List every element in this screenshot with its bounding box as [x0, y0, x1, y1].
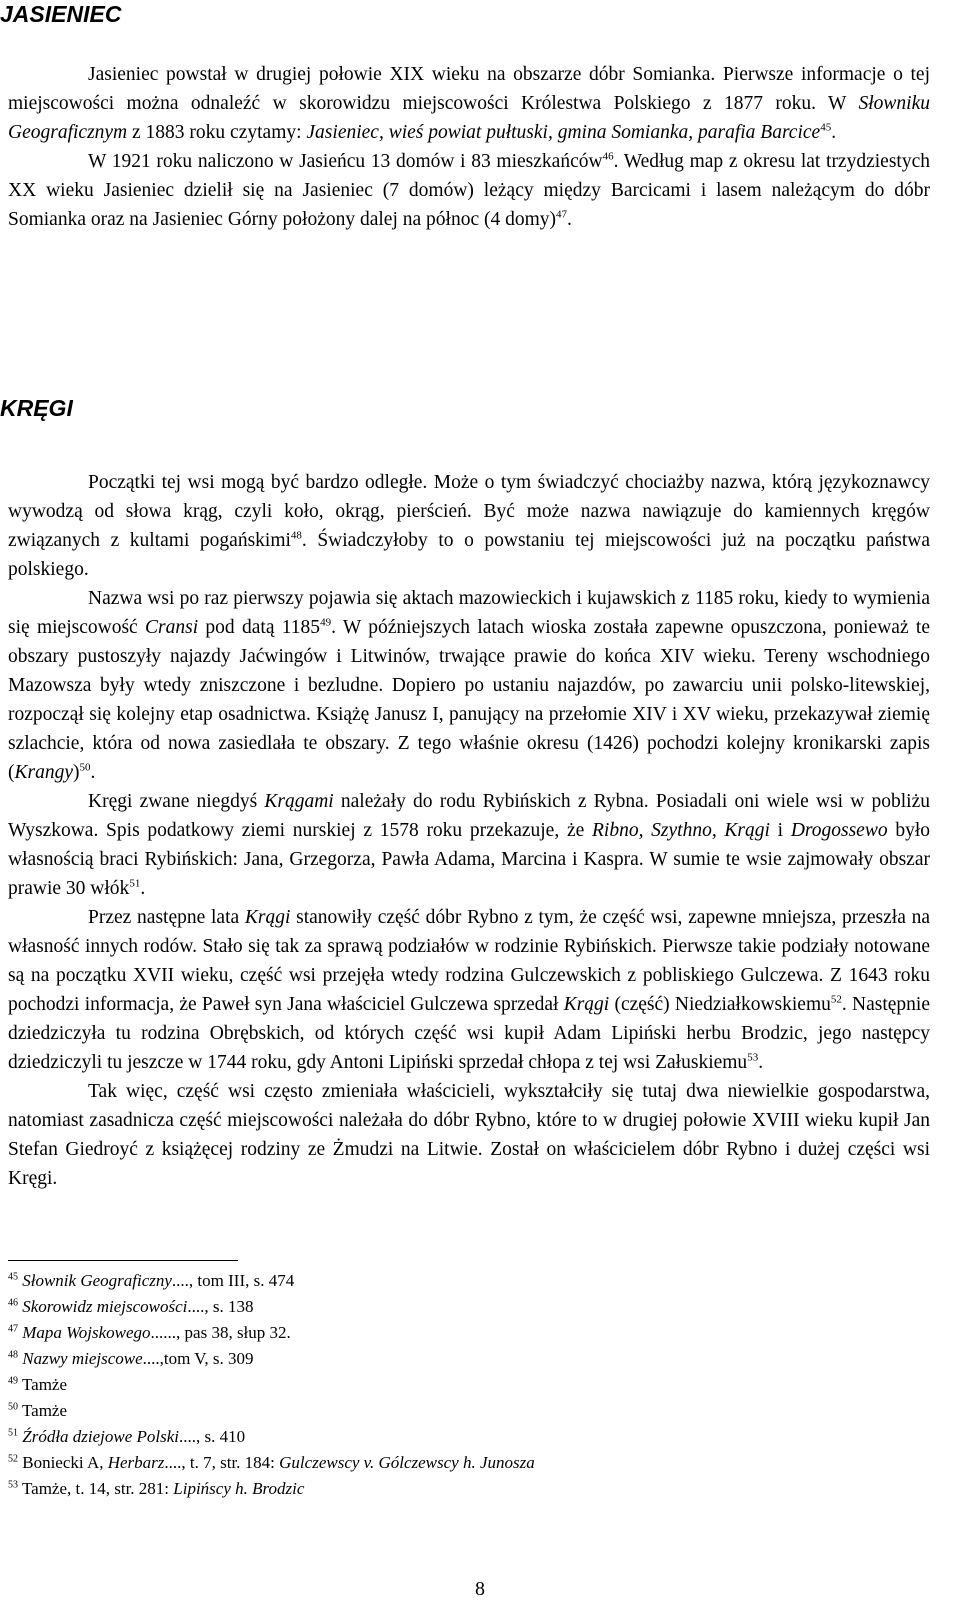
footnote-ref: 49	[320, 616, 332, 629]
footnote-ref: 50	[79, 761, 91, 774]
footnote-divider	[8, 1260, 238, 1261]
footnote-ref: 51	[129, 877, 141, 890]
footnote-ref: 45	[820, 121, 832, 134]
footnote-item: $^{49}$ Tamże	[8, 1375, 68, 1394]
footnote-item: $^{51}$ Źródła dziejowe Polski...., s. 410	[8, 1427, 246, 1446]
footnote-ref: 47	[556, 208, 568, 221]
footnote-item: $^{45}$ Słownik Geograficzny...., tom III, s. 474	[8, 1271, 295, 1290]
footnote-item: $^{47}$ Mapa Wojskowego......, pas 38, słup 32.	[8, 1323, 291, 1342]
footnote-ref: 46	[602, 150, 614, 163]
footnote-item: $^{53}$ Tamże, t. 14, str. 281: Lipińscy h. Brodzic	[8, 1479, 305, 1498]
footnote-item: $^{50}$ Tamże	[8, 1401, 68, 1420]
footnote-item: $^{52}$ Boniecki A, Herbarz...., t. 7, str. 184: Gulczewscy v. Gólczewscy h. Junosza	[8, 1453, 535, 1472]
footnote-item: $^{46}$ Skorowidz miejscowości...., s. 138	[8, 1297, 254, 1316]
kregi-paragraph-1: Początki tej wsi mogą być bardzo odległe. Może o tym świadczyć chociażby nazwa, którą językoznawcy wywodzą od słowa krąg, czyli koło, okrąg, pierścień. Być może nazwa nawiązuje do kamiennych kręgów związanych z kultami pogańskimi$^{48}$. Świadczyłoby to o powstaniu tej miejscowości już na początku państwa polskiego.	[8, 472, 930, 580]
jasieniec-text	[8, 60, 930, 234]
kregi-paragraph-5: Tak więc, część wsi często zmieniała właścicieli, wykształciły się tutaj dwa niewielkie gospodarstwa, natomiast zasadnicza część miejscowości należała do dóbr Rybno, które to w drugiej połowie XVIII wieku kupił Jan Stefan Giedroyć z książęcej rodziny ze Żmudzi na Litwie. Został on właścicielem dóbr Rybno i dużej części wsi Kręgi.	[8, 1081, 930, 1189]
kregi-paragraph-3: Kręgi zwane niegdyś Krągami należały do rodu Rybińskich z Rybna. Posiadali oni wiele wsi w pobliżu Wyszkowa. Spis podatkowy ziemi nurskiej z 1578 roku przekazuje, że Ribno, Szythno, Krągi i Drogossewo było własnością braci Rybińskich: Jana, Grzegorza, Pawła Adama, Marcina i Kaspra. W sumie te wsie zajmowały obszar prawie 30 włók$^{51}$.	[8, 791, 931, 899]
footnote-ref: 52	[830, 993, 842, 1006]
section-heading-kregi: KRĘGI	[0, 395, 73, 421]
kregi-paragraph-2: Nazwa wsi po raz pierwszy pojawia się aktach mazowieckich i kujawskich z 1185 roku, kiedy to wymienia się miejscowość Cransi pod datą 1185$^{49}$. W późniejszych latach wioska została zapewne opuszczona, ponieważ te obszary pustoszyły najazdy Jaćwingów i Litwinów, trwające prawie do końca XIV wieku. Tereny wschodniego Mazowsza były wtedy zniszczone i bezludne. Dopiero po ustaniu najazdów, po zawarciu unii polsko-litewskiej, rozpoczął się kolejny etap osadnictwa. Książę Janusz I, panujący na przełomie XIV i XV wieku, przekazywał ziemię szlachcie, która od nowa zasiedlała te obszary. Z tego właśnie okresu (1426) pochodzi kolejny kronikarski zapis (Krangy)$^{50}$.	[8, 588, 930, 783]
jasieniec-paragraph-1: Jasieniec powstał w drugiej połowie XIX wieku na obszarze dóbr Somianka. Pierwsze informacje o tej miejscowości można odnaleźć w skorowidzu miejscowości Królestwa Polskiego z 1877 roku. W Słowniku Geograficznym z 1883 roku czytamy: Jasieniec, wieś powiat pułtuski, gmina Somianka, parafia Barcice$^{45}$.	[8, 64, 930, 143]
footnote-ref: 53	[747, 1051, 759, 1064]
footnotes-list	[8, 1268, 908, 1502]
footnote-ref: 48	[290, 529, 302, 542]
jasieniec-paragraph-2: W 1921 roku naliczono w Jasieńcu 13 domów i 83 mieszkańców$^{46}$. Według map z okresu lat trzydziestych XX wieku Jasieniec dzielił się na Jasieniec (7 domów) leżący między Barcicami i lasem należącym do dóbr Somianka oraz na Jasieniec Górny położony dalej na północ (4 domy)$^{47}$.	[8, 150, 930, 230]
footnote-item: $^{48}$ Nazwy miejscowe....,tom V, s. 309	[8, 1349, 254, 1368]
kregi-paragraph-4: Przez następne lata Krągi stanowiły część dóbr Rybno z tym, że część wsi, zapewne mniejsza, przeszła na własność innych rodów. Stało się tak za sprawą podziałów w rodzinie Rybińskich. Pierwsze takie podziały notowane są na początku XVII wieku, część wsi przejęła wtedy rodzina Gulczewskich z pobliskiego Gulczewa. Z 1643 roku pochodzi informacja, że Paweł syn Jana właściciel Gulczewa sprzedał Krągi (część) Niedziałkowskiemu$^{52}$. Następnie dziedziczyła tu rodzina Obrębskich, od których część wsi kupił Adam Lipiński herbu Brodzic, jego następcy dziedziczyli tu jeszcze w 1744 roku, gdy Antoni Lipiński sprzedał chłopa z tej wsi Załuskiemu$^{53}$.	[8, 907, 931, 1073]
section-heading-jasieniec: JASIENIEC	[0, 1, 122, 27]
kregi-text	[8, 468, 930, 1193]
page-number: 8	[475, 1578, 485, 1600]
